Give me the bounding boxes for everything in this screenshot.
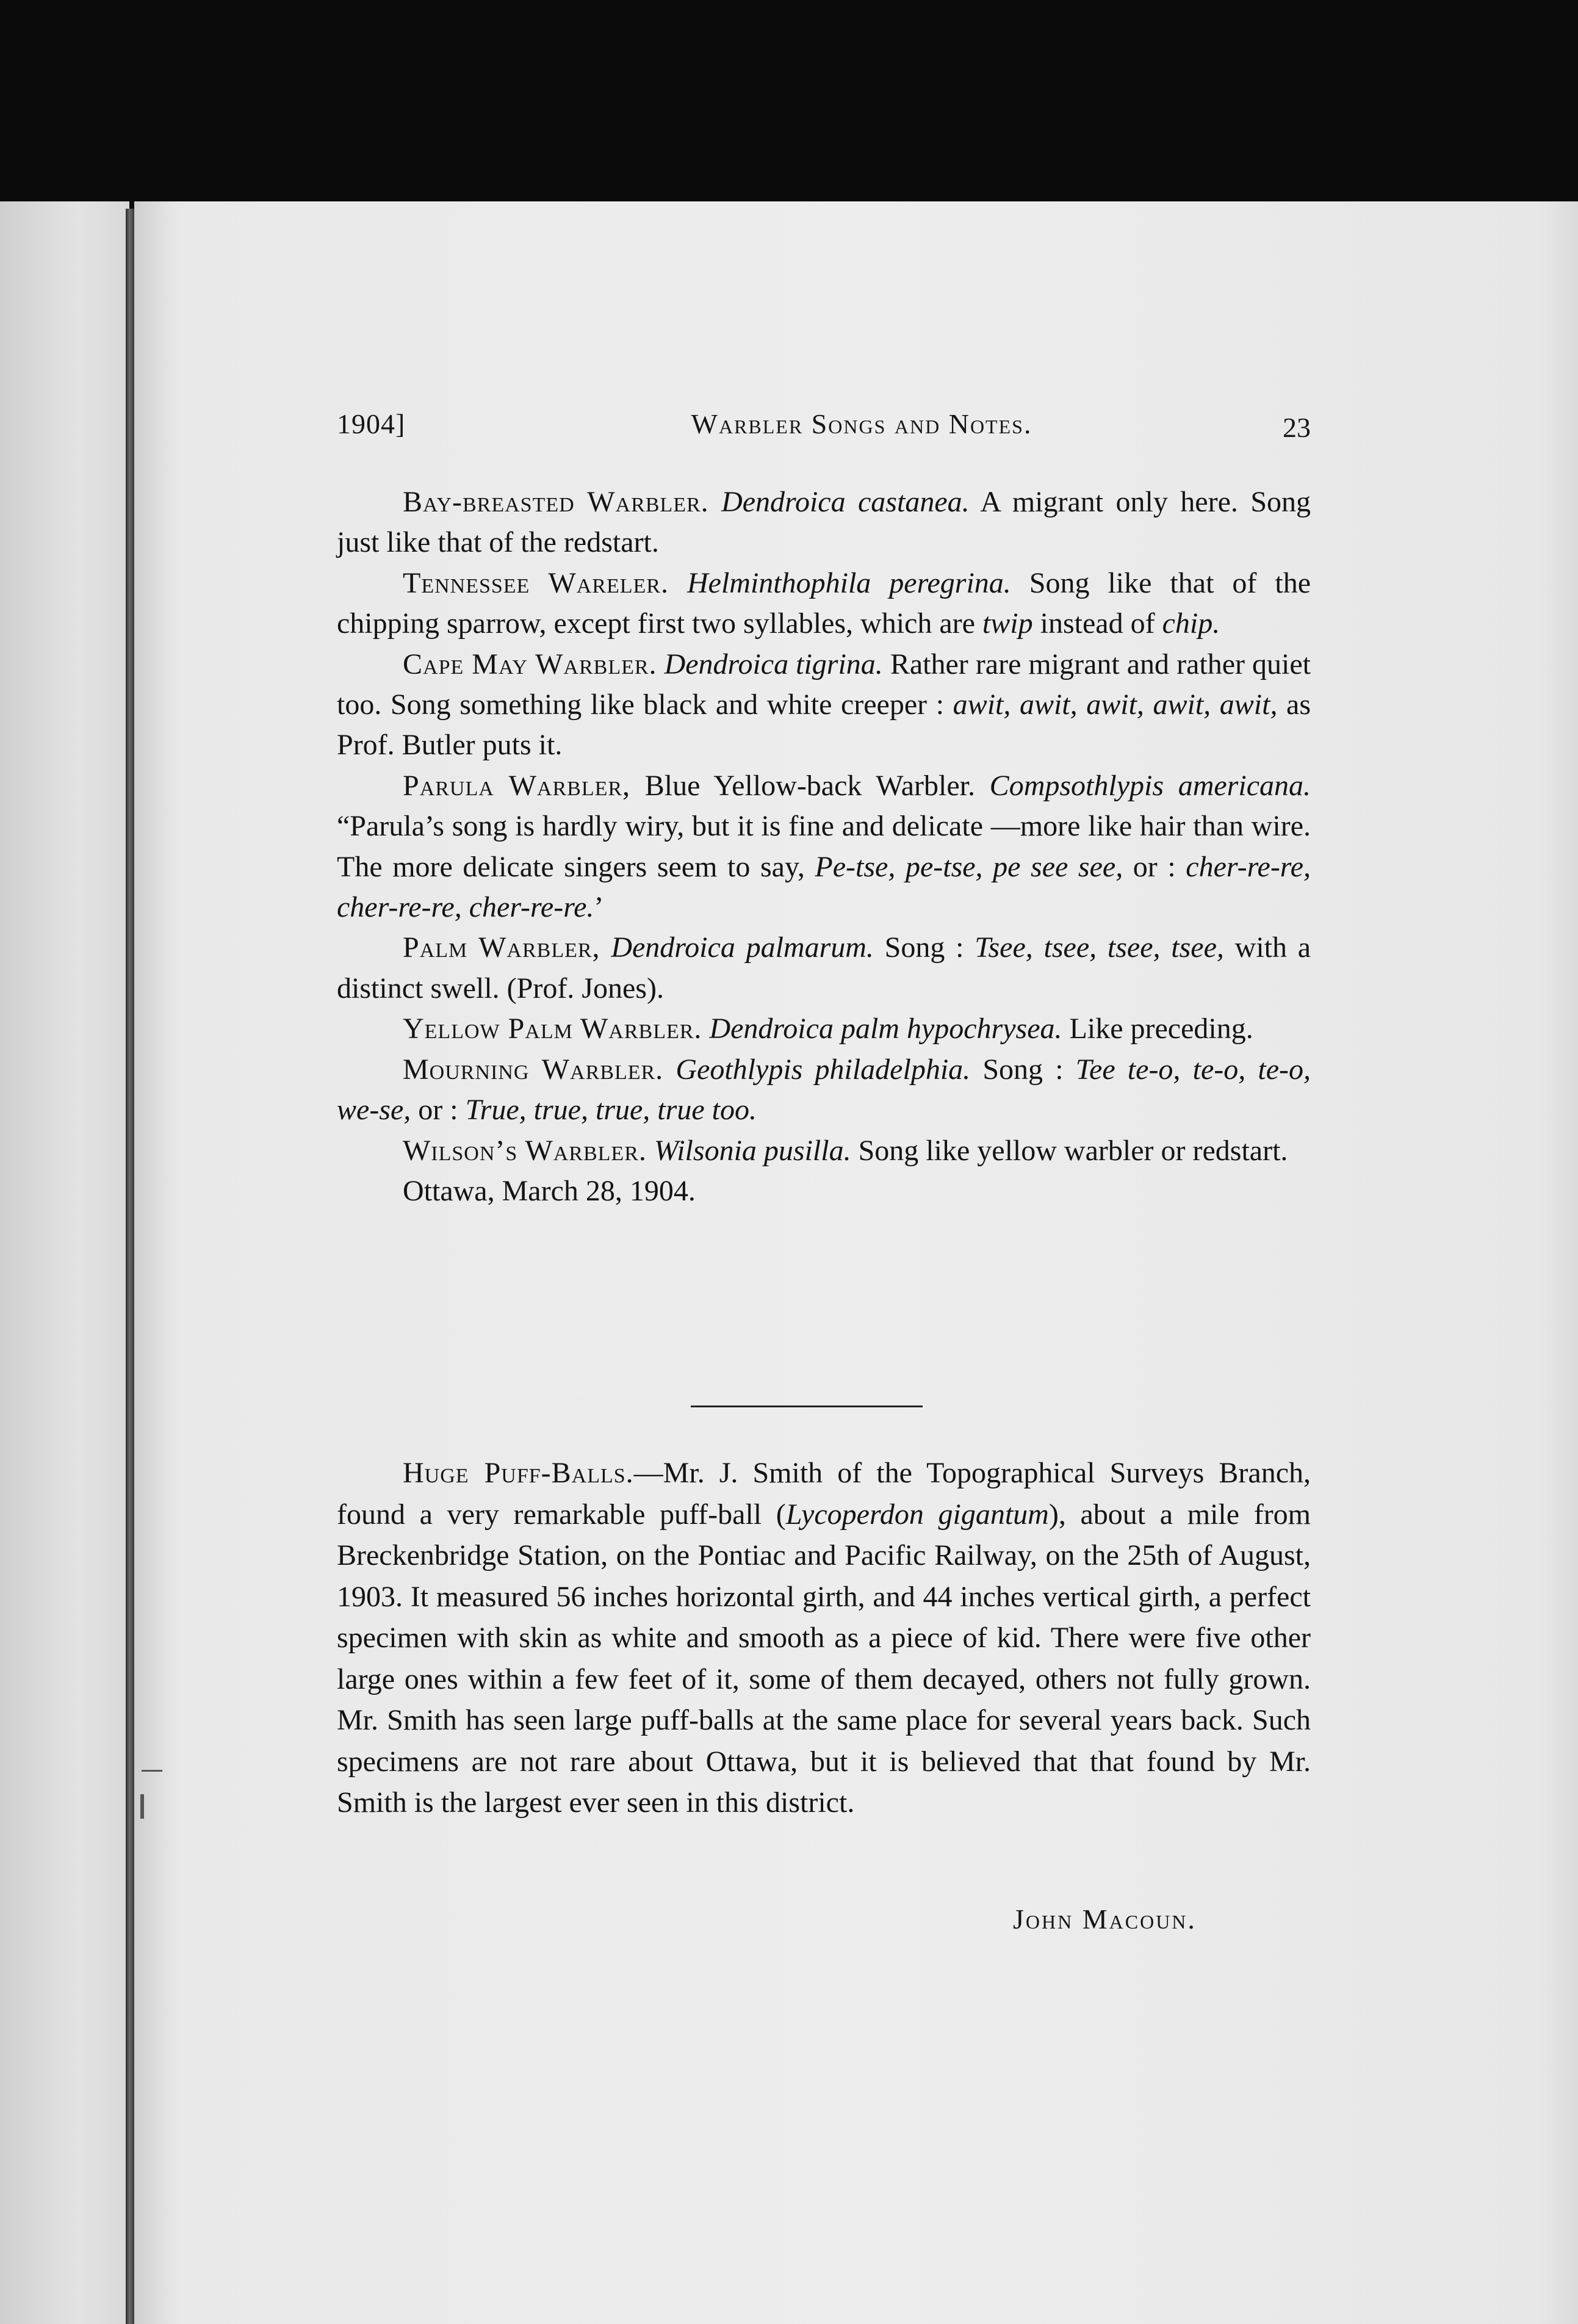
warbler-list bbox=[337, 482, 1311, 1211]
latin-name: Wilsonia pusilla. bbox=[654, 1134, 851, 1167]
entry-bay-breasted-warbler bbox=[337, 482, 1311, 563]
species-name: Bay-breasted Warbler. bbox=[403, 486, 709, 518]
entry-text: A migrant only here. Song just like that of the redstart. bbox=[337, 486, 1311, 559]
entry-text: Rather rare migrant and rather quiet too. Song something like black and white creeper : bbox=[337, 648, 1311, 721]
entry-mourning-warbler bbox=[337, 1050, 1311, 1131]
species-name: Mourning Warbler. bbox=[403, 1053, 664, 1086]
dateline: Ottawa, March 28, 1904. bbox=[403, 1174, 696, 1207]
latin-name: Helminthophila peregrina. bbox=[686, 566, 1011, 599]
entry-text: Song like yellow warbler or redstart. bbox=[851, 1134, 1288, 1167]
song-text: Tsee, tsee, tsee, tsee, bbox=[975, 931, 1224, 964]
entry-text: Song : bbox=[970, 1053, 1076, 1086]
entry-text: Like preceding. bbox=[1062, 1012, 1253, 1045]
entry-text: as Prof. Butler puts it. bbox=[337, 688, 1311, 762]
entry-text: “Parula’s song is hardly wiry, but it is fine and delicate —more like hair than wire. The more delicate singers seem to say, bbox=[337, 810, 1311, 883]
entry-wilsons-warbler bbox=[337, 1131, 1311, 1171]
common-name: Blue Yellow-back Warbler. bbox=[630, 769, 990, 802]
song-text: cher-re-re, cher-re-re, cher-re-re. bbox=[337, 850, 1311, 924]
author-signature: John Macoun. bbox=[1013, 1904, 1197, 1935]
note-text: ), about a mile from Breckenbridge Station, on the Pontiac and Pacific Railway, on the 25th of August, 1903. It measured 56 inches horizontal girth, and 44 inches vertical girth, a perfect specimen with skin as white and smooth as a piece of kid. There were five other large ones within a few feet of it, some of them decayed, others not fully grown. Mr. Smith has seen large puff-balls at the same place for several years back. Such specimens are not rare about Ottawa, but it is believed that that found by Mr. Smith is the largest ever seen in this district. bbox=[337, 1498, 1311, 1819]
latin-name: Dendroica palm hypochrysea. bbox=[709, 1012, 1062, 1045]
note-heading: Huge Puff-Balls. bbox=[403, 1457, 634, 1489]
entry-text: ’ bbox=[594, 891, 604, 924]
latin-name: Dendroica castanea. bbox=[721, 486, 970, 518]
margin-mark bbox=[140, 1794, 144, 1819]
entry-tennessee-warbler bbox=[337, 563, 1311, 644]
song-text: awit, awit, awit, awit, awit, bbox=[953, 688, 1278, 721]
song-text: True, true, true, true too. bbox=[465, 1094, 757, 1127]
latin-name: Geothlypis philadelphia. bbox=[676, 1053, 971, 1086]
song-text: chip. bbox=[1162, 607, 1220, 640]
entry-parula-warbler bbox=[337, 766, 1311, 928]
species-name: Wilson’s Warbler. bbox=[403, 1134, 647, 1167]
note-text: —Mr. J. Smith of the Topographical Surveys Branch, found a very remarkable puff-ball ( bbox=[337, 1457, 1311, 1531]
margin-mark bbox=[142, 1770, 162, 1772]
entry-text: Song : bbox=[873, 931, 975, 964]
running-head-year: 1904] bbox=[337, 408, 406, 439]
running-head bbox=[337, 404, 1311, 453]
species-name: Parula Warbler, bbox=[403, 769, 631, 802]
note-paragraph bbox=[337, 1453, 1311, 1824]
species-name: Palm Warbler, bbox=[403, 931, 600, 964]
entry-yellow-palm-warbler bbox=[337, 1009, 1311, 1049]
entry-text: with a distinct swell. (Prof. Jones). bbox=[337, 931, 1311, 1005]
book-gutter bbox=[126, 209, 134, 2324]
species-name: Tennessee Wareler. bbox=[403, 566, 669, 599]
song-text: twip bbox=[982, 607, 1033, 640]
running-head-title: Warbler Songs and Notes. bbox=[691, 408, 1032, 439]
puff-balls-note bbox=[337, 1453, 1311, 1824]
song-text: Pe-tse, pe-tse, pe see see, bbox=[815, 850, 1123, 883]
entry-text: or : bbox=[411, 1094, 466, 1127]
entry-cape-may-warbler bbox=[337, 644, 1311, 766]
latin-name: Compsothlypis americana. bbox=[989, 769, 1311, 802]
species-name: Cape May Warbler. bbox=[403, 648, 657, 680]
section-divider bbox=[691, 1406, 923, 1407]
latin-name: Dendroica palmarum. bbox=[611, 931, 874, 964]
entry-text: Song like that of the chipping sparrow, except first two syllables, which are bbox=[337, 566, 1311, 640]
entry-text: instead of bbox=[1032, 607, 1162, 640]
scan-background bbox=[0, 0, 1578, 201]
entry-text: or : bbox=[1123, 850, 1186, 883]
latin-name: Lycoperdon gigantum bbox=[785, 1498, 1049, 1531]
song-text: Tee te-o, te-o, te-o, we-se, bbox=[337, 1053, 1311, 1127]
species-name: Yellow Palm Warbler. bbox=[403, 1012, 702, 1045]
entry-palm-warbler bbox=[337, 928, 1311, 1009]
page-number: 23 bbox=[1283, 412, 1311, 443]
facing-page-edge bbox=[0, 201, 129, 2324]
latin-name: Dendroica tigrina. bbox=[664, 648, 883, 680]
